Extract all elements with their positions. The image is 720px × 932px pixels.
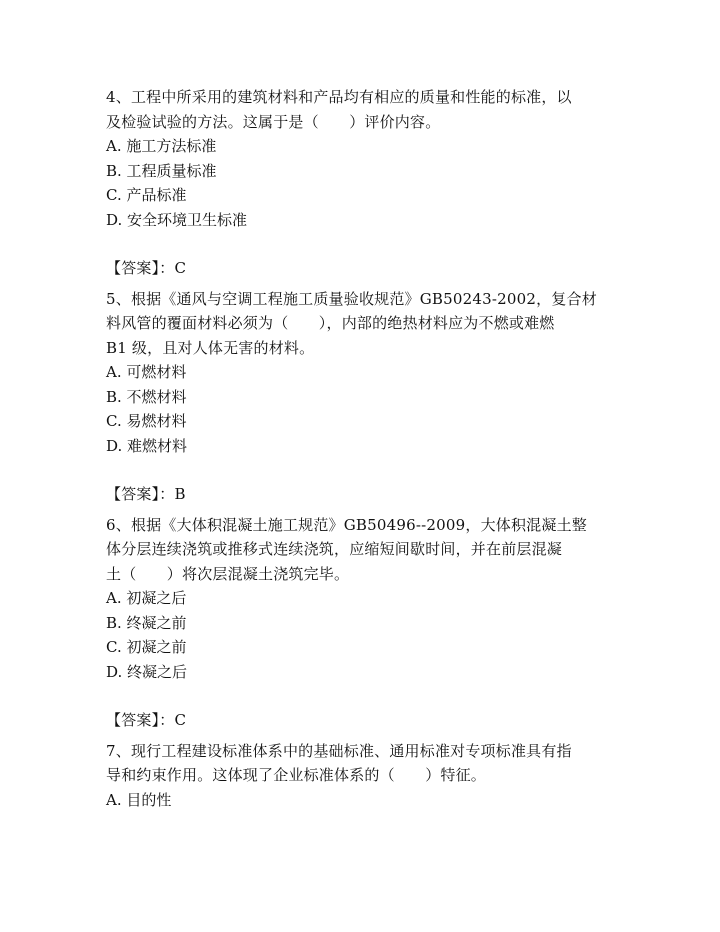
option-b: B. 终凝之前 [106,613,187,632]
option-b: B. 不燃材料 [106,387,187,406]
stem-line: B1 级，且对人体无害的材料。 [106,338,315,357]
stem-line: 6、根据《大体积混凝土施工规范》GB50496--2009，大体积混凝土整 [106,515,587,534]
answer-text: 【答案】：C [106,259,187,277]
stem-line: 4、工程中所采用的建筑材料和产品均有相应的质量和性能的标准，以 [106,88,572,106]
answer-text: 【答案】：C [106,711,187,729]
question-7 [106,739,626,813]
option-b: B. 工程质量标准 [106,161,217,180]
answer-text: 【答案】：B [106,485,186,503]
option-d: D. 难燃材料 [106,436,188,455]
option-list [106,586,626,684]
stem-line: 土（ ）将次层混凝土浇筑完毕。 [106,564,350,583]
option-a: A. 可燃材料 [106,363,187,381]
answer-line [106,256,626,281]
question-5 [106,287,626,507]
option-a: A. 初凝之后 [106,589,187,607]
answer-line [106,708,626,733]
option-list [106,360,626,458]
stem-line: 7、现行工程建设标准体系中的基础标准、通用标准对专项标准具有指 [106,741,572,760]
stem-line: 5、根据《通风与空调工程施工质量验收规范》GB50243-2002，复合材 [106,289,597,308]
question-stem [106,513,626,587]
option-list [106,788,626,813]
option-a: A. 目的性 [106,790,172,809]
question-stem [106,739,626,788]
option-c: C. 初凝之前 [106,638,187,656]
stem-line: 料风管的覆面材料必须为（ ），内部的绝热材料应为不燃或难燃 [106,314,555,332]
question-stem [106,287,626,361]
question-6 [106,513,626,733]
stem-line: 体分层连续浇筑或推移式连续浇筑，应缩短间歇时间，并在前层混凝 [106,540,563,558]
option-list [106,134,626,232]
question-4 [106,85,626,281]
document-page [106,85,626,812]
option-d: D. 安全环境卫生标准 [106,210,248,229]
option-c: C. 产品标准 [106,186,187,204]
stem-line: 及检验试验的方法。这属于是（ ）评价内容。 [106,112,441,131]
question-stem [106,85,626,134]
answer-line [106,482,626,507]
option-d: D. 终凝之后 [106,662,188,681]
option-a: A. 施工方法标准 [106,137,217,155]
stem-line: 导和约束作用。这体现了企业标准体系的（ ）特征。 [106,766,487,784]
option-c: C. 易燃材料 [106,412,187,430]
